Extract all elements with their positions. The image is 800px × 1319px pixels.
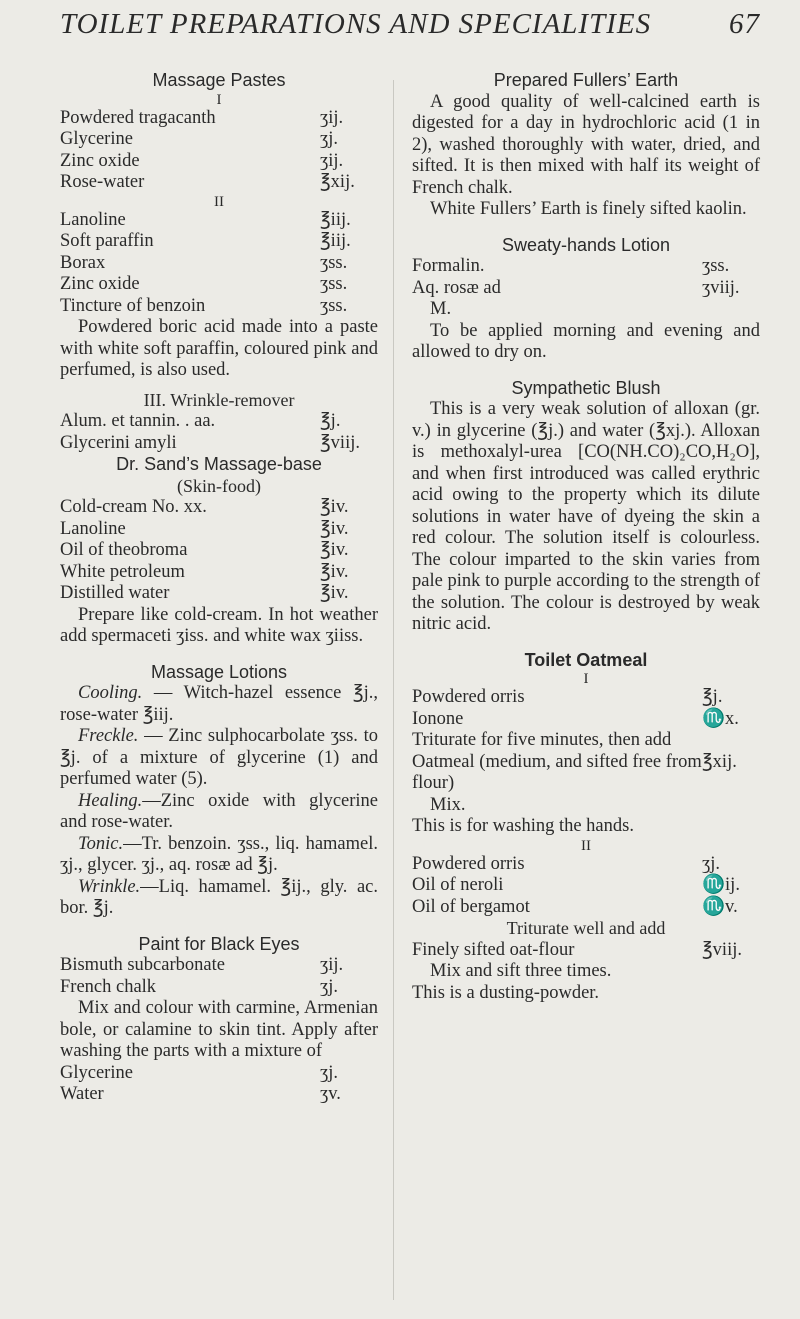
ingredient-row bbox=[412, 256, 760, 278]
ingredient-quantity: ʒj. bbox=[702, 853, 720, 874]
ingredient-name: Powdered orris bbox=[412, 687, 525, 707]
ingredient-name: Oil of neroli bbox=[412, 875, 504, 895]
ingredient-row bbox=[412, 709, 760, 731]
ingredient-quantity: ʒv. bbox=[320, 1084, 341, 1104]
ingredient-row bbox=[412, 875, 760, 897]
ingredient-name: French chalk bbox=[60, 976, 157, 997]
sweaty-heading: Sweaty-hands Lotion bbox=[501, 234, 671, 255]
ingredient-row bbox=[60, 274, 378, 296]
paragraph: This is a dusting-powder. bbox=[412, 982, 600, 1003]
ingredient-quantity: ℥j. bbox=[320, 411, 341, 431]
ingredient-row bbox=[60, 955, 378, 977]
right-column bbox=[412, 70, 760, 1004]
ingredient-row bbox=[60, 540, 378, 562]
sands-subheading: (Skin-food) bbox=[177, 475, 261, 496]
ingredient-name: Lanoline bbox=[60, 209, 126, 230]
ingredient-row bbox=[60, 210, 378, 232]
fullers-heading: Prepared Fullers’ Earth bbox=[493, 70, 679, 90]
ingredient-name: Glycerine bbox=[60, 129, 133, 149]
ingredient-row bbox=[412, 854, 760, 876]
ingredient-row bbox=[60, 411, 378, 433]
recipe-list bbox=[60, 210, 378, 318]
paragraph: Prepare like cold-cream. In hot weather add spermaceti ʒiss. and white wax ʒiiss. bbox=[60, 604, 378, 646]
ingredient-quantity: ʒss. bbox=[320, 274, 348, 294]
paragraph: This is a very weak solution of alloxan (gr. v.) in glycerine (℥j.) and water (℥xj.). Alloxan is methoxalyl-urea [CO(NH.CO)₂CO,H₂O], and when first introduced was called erythric acid owing to the property which its dilute solutions in water have of dyeing the skin a red colour. The solution itself is colourless. The colour imparted to the skin varies from pale pink to purple according to the strength of the solution. The colour is destroyed by weak nitric acid. bbox=[412, 399, 760, 634]
paragraph: Mix. bbox=[430, 794, 466, 815]
ingredient-quantity: ʒss. bbox=[702, 256, 730, 276]
ingredient-quantity: ℥viij. bbox=[320, 432, 360, 453]
ingredient-name: Soft paraffin bbox=[60, 231, 154, 251]
left-column bbox=[60, 70, 378, 1106]
ingredient-row bbox=[60, 231, 378, 253]
ingredient-row bbox=[412, 687, 760, 709]
section-numeral: I bbox=[216, 91, 222, 108]
ingredient-name: Finely sifted oat-flour bbox=[412, 939, 575, 960]
ingredient-quantity: ℥xij. bbox=[702, 751, 737, 772]
recipe-list bbox=[412, 854, 760, 919]
ingredient-name: Zinc oxide bbox=[60, 274, 140, 294]
paragraph: Mix and sift three times. bbox=[430, 961, 612, 981]
ingredient-name: Oil of bergamot bbox=[412, 896, 530, 917]
ingredient-quantity: ʒss. bbox=[320, 252, 348, 273]
ingredient-quantity: ℥iij. bbox=[320, 209, 351, 230]
ingredient-quantity: ℥iv. bbox=[320, 518, 349, 539]
ingredient-row bbox=[60, 129, 378, 151]
recipe-list bbox=[60, 1063, 378, 1106]
ingredient-row bbox=[60, 519, 378, 541]
ingredient-row bbox=[412, 897, 760, 919]
paragraph: Powdered boric acid made into a paste with white soft paraffin, coloured pink and perfumed, is also used. bbox=[60, 317, 378, 380]
sands-heading: Dr. Sand’s Massage-base bbox=[116, 454, 322, 474]
paragraph: Healing.—Zinc oxide with glycerine and rose-water. bbox=[60, 790, 378, 832]
ingredient-name: Aq. rosæ ad bbox=[412, 277, 501, 298]
ingredient-quantity: ℥iv. bbox=[320, 583, 349, 603]
recipe-list bbox=[412, 687, 760, 730]
ingredient-quantity: ℥j. bbox=[702, 687, 723, 707]
ingredient-name: Oil of theobroma bbox=[60, 540, 188, 560]
ingredient-quantity: ʒss. bbox=[320, 295, 348, 316]
recipe-list bbox=[60, 497, 378, 605]
ingredient-quantity: ♏v. bbox=[702, 896, 738, 917]
paragraph: Wrinkle.—Liq. hamamel. ℥ij., gly. ac. bor. ℥j. bbox=[60, 876, 378, 918]
section-numeral: I bbox=[583, 671, 589, 687]
ingredient-row bbox=[60, 1084, 378, 1106]
recipe-list bbox=[60, 411, 378, 454]
ingredient-name: White petroleum bbox=[60, 561, 185, 582]
black-eyes-heading: Paint for Black Eyes bbox=[138, 933, 300, 954]
ingredient-quantity: ʒij. bbox=[320, 150, 344, 171]
ingredient-name: Powdered orris bbox=[412, 853, 525, 874]
blush-heading: Sympathetic Blush bbox=[511, 377, 661, 398]
ingredient-name: Lanoline bbox=[60, 518, 126, 539]
ingredient-row bbox=[412, 940, 760, 962]
running-title: TOILET PREPARATIONS AND SPECIALITIES bbox=[60, 8, 652, 40]
ingredient-quantity: ℥viij. bbox=[702, 939, 742, 960]
page-header bbox=[60, 8, 760, 48]
column-divider bbox=[393, 80, 394, 1300]
ingredient-row bbox=[60, 296, 378, 318]
ingredient-name: Bismuth subcarbonate bbox=[60, 955, 225, 975]
page-number: 67 bbox=[729, 8, 760, 40]
recipe-list bbox=[60, 108, 378, 194]
ingredient-name: Rose-water bbox=[60, 172, 145, 192]
paragraph: To be applied morning and evening and allowed to dry on. bbox=[412, 320, 760, 362]
paragraph: Mix and colour with carmine, Armenian bole, or calamine to skin tint. Apply after washing the parts with a mixture of bbox=[60, 998, 378, 1061]
paragraph: Triturate for five minutes, then add bbox=[412, 730, 672, 750]
paragraph: Triturate well and add bbox=[506, 918, 666, 938]
ingredient-name: Oatmeal (medium, and sifted free from flour) bbox=[412, 751, 702, 793]
ingredient-quantity: ʒj. bbox=[320, 129, 338, 149]
ingredient-row bbox=[60, 151, 378, 173]
ingredient-name: Powdered tragacanth bbox=[60, 107, 216, 128]
paragraph: Tonic.—Tr. benzoin. ʒss., liq. hamamel. ʒj., glycer. ʒj., aq. rosæ ad ℥j. bbox=[60, 833, 378, 875]
ingredient-name: Tincture of benzoin bbox=[60, 295, 206, 316]
ingredient-name: Ionone bbox=[412, 708, 464, 729]
ingredient-row bbox=[60, 977, 378, 999]
ingredient-name: Cold-cream No. xx. bbox=[60, 497, 207, 517]
ingredient-row bbox=[412, 752, 760, 795]
ingredient-row bbox=[412, 278, 760, 300]
ingredient-row bbox=[60, 172, 378, 194]
ingredient-quantity: ʒj. bbox=[320, 1062, 338, 1083]
ingredient-name: Water bbox=[60, 1084, 104, 1104]
ingredient-quantity: ℥iv. bbox=[320, 561, 349, 582]
ingredient-quantity: ʒj. bbox=[320, 976, 338, 997]
ingredient-quantity: ℥xij. bbox=[320, 172, 355, 192]
ingredient-name: Formalin. bbox=[412, 256, 485, 276]
paragraph: This is for washing the hands. bbox=[412, 816, 634, 836]
recipe-list bbox=[412, 940, 760, 962]
ingredient-row bbox=[60, 1063, 378, 1085]
paragraph: Freckle. — Zinc sulphocarbolate ʒss. to ℥j. of a mixture of glycerine (1) and perfumed water (5). bbox=[60, 726, 378, 789]
paragraph: White Fullers’ Earth is finely sifted kaolin. bbox=[430, 199, 747, 219]
section-numeral: II bbox=[581, 837, 591, 854]
ingredient-row bbox=[60, 108, 378, 130]
ingredient-quantity: ℥iv. bbox=[320, 497, 349, 517]
ingredient-name: Glycerini amyli bbox=[60, 432, 177, 453]
ingredient-quantity: ʒviij. bbox=[702, 277, 740, 298]
paragraph: A good quality of well-calcined earth is digested for a day in hydrochloric acid (1 in 2), washed thoroughly with water, dried, and sifted. It is then mixed with half its weight of French chalk. bbox=[412, 91, 760, 198]
ingredient-row bbox=[60, 433, 378, 455]
massage-lotions-heading: Massage Lotions bbox=[150, 661, 288, 682]
oatmeal-heading: Toilet Oatmeal bbox=[524, 649, 648, 670]
ingredient-name: Distilled water bbox=[60, 583, 170, 603]
paragraph: M. bbox=[430, 299, 452, 319]
recipe-list bbox=[412, 256, 760, 299]
ingredient-row bbox=[60, 562, 378, 584]
section-numeral: II bbox=[214, 193, 224, 210]
ingredient-quantity: ʒij. bbox=[320, 107, 344, 128]
ingredient-row bbox=[60, 253, 378, 275]
ingredient-name: Zinc oxide bbox=[60, 150, 140, 171]
ingredient-row bbox=[60, 583, 378, 605]
ingredient-name: Glycerine bbox=[60, 1062, 133, 1083]
subheading: III. Wrinkle-remover bbox=[143, 389, 295, 410]
massage-pastes-heading: Massage Pastes bbox=[152, 70, 286, 90]
ingredient-quantity: ʒij. bbox=[320, 955, 344, 975]
recipe-list bbox=[412, 752, 760, 795]
ingredient-quantity: ♏x. bbox=[702, 708, 739, 729]
recipe-list bbox=[60, 955, 378, 998]
ingredient-name: Alum. et tannin. . aa. bbox=[60, 411, 216, 431]
paragraph: Cooling. — Witch-hazel essence ℥j., rose-water ℥iij. bbox=[60, 683, 378, 725]
ingredient-name: Borax bbox=[60, 252, 106, 273]
ingredient-quantity: ℥iv. bbox=[320, 540, 349, 560]
ingredient-row bbox=[60, 497, 378, 519]
ingredient-quantity: ♏ij. bbox=[702, 875, 740, 895]
ingredient-quantity: ℥iij. bbox=[320, 231, 351, 251]
